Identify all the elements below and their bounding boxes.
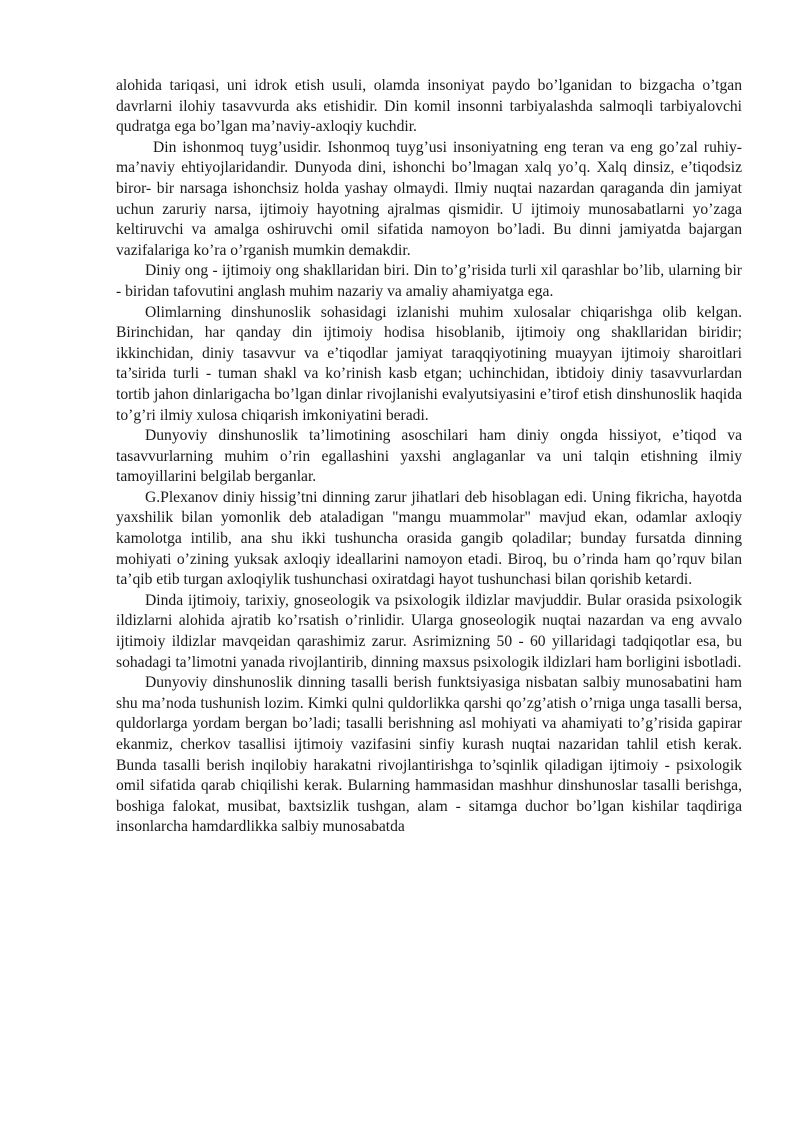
paragraph-2: Din ishonmoq tuyg’usidir. Ishonmoq tuyg’usi insoniyatning eng teran va eng go’zal ruhiy-ma’naviy ehtiyojlaridandir. Dunyoda dini, ishonchi bo’lmagan xalq yo’q. Xalq dinsiz, e’tiqodsiz biror- bir narsaga ishonchsiz holda yashay olmaydi. Ilmiy nuqtai nazardan qaraganda din jamiyat uchun zaruriy narsa, ijtimoiy hayotning ajralmas qismidir. U ijtimoiy munosabatlarni yo’zaga keltiruvchi va amalga oshiruvchi omil sifatida namoyon bo’ladi. Bu dinni jamiyatda bajargan vazifalariga ko’ra o’rganish mumkin demakdir. xyxy=(116,138,742,259)
paragraph-1: alohida tariqasi, uni idrok etish usuli, olamda insoniyat paydo bo’lganidan to bizgacha o’tgan davrlarni ilohiy tasavvurda aks etishidir. Din komil insonni tarbiyalashda salmoqli tarbiyalovchi qudratga ega bo’lgan ma’naviy-axloqiy kuchdir. xyxy=(116,77,742,136)
paragraph-6: G.Plexanov diniy hissig’tni dinning zarur jihatlari deb hisoblagan edi. Uning fikricha, hayotda yaxshilik bilan yomonlik deb ataladigan "mangu muammolar" mavjud ekan, odamlar axloqiy kamolotga intilib, ana shu ikki tushuncha orasida gangib qoladilar; bunday fursatda dinning mohiyati o’zining yuksak axloqiy ideallarini namoyon etadi. Biroq, bu o’rinda ham qo’rquv bilan ta’qib etib turgan axloqiylik tushunchasi oxiratdagi hayot tushunchasi bilan qorishib ketardi. xyxy=(116,488,742,589)
paragraph-5: Dunyoviy dinshunoslik ta’limotining asoschilari ham diniy ongda hissiyot, e’tiqod va tasavvurlarning muhim o’rin egallashini yaxshi anglaganlar va uni talqin etishning ilmiy tamoyillarini belgilab berganlar. xyxy=(116,427,742,486)
paragraph-7: Dinda ijtimoiy, tarixiy, gnoseologik va psixologik ildizlar mavjuddir. Bular orasida psixologik ildizlarni alohida ajratib ko’rsatish o’rinlidir. Ularga gnoseologik nuqtai nazardan va eng avvalo ijtimoiy ildizlar mavqeidan qarashimiz zarur. Asrimizning 50 - 60 yillaridagi tadqiqotlar esa, bu sohadagi ta’limotni yanada rivojlantirib, dinning maxsus psixologik ildizlari ham borligini isbotladi. xyxy=(116,591,742,671)
paragraph-4: Olimlarning dinshunoslik sohasidagi izlanishi muhim xulosalar chiqarishga olib kelgan. Birinchidan, har qanday din ijtimoiy hodisa hisoblanib, ijtimoiy ong shakllaridan biridir; ikkinchidan, diniy tasavvur va e’tiqodlar jamiyat taraqqiyotining muayyan ijtimoiy sharoitlari ta’sirida turli - tuman shakl va ko’rinish kasb etgan; uchinchidan, ibtidoiy diniy tasavvurlardan tortib jahon dinlarigacha bo’lgan dinlar rivojlanishi evalyutsiyasini e’tirof etish dinshunoslik haqida to’g’ri ilmiy xulosa chiqarish imkoniyatini beradi. xyxy=(116,303,742,424)
paragraph-8: Dunyoviy dinshunoslik dinning tasalli berish funktsiyasiga nisbatan salbiy munosabatini ham shu ma’noda tushunish lozim. Kimki qulni quldorlikka qarshi qo’zg’atish o’rniga unga tasalli bersa, quldorlarga yordam bergan bo’ladi; tasalli berishning asl mohiyati va ahamiyati to’g’risida gapirar ekanmiz, cherkov tasallisi ijtimoiy vazifasini sinfiy kurash nuqtai nazaridan tahlil etish kerak. Bunda tasalli berish inqilobiy harakatni rivojlantirishga to’sqinlik qiladigan ijtimoiy - psixologik omil sifatida qarab chiqilishi kerak. Bularning hammasidan mashhur dinshunoslar tasalli berishga, boshiga falokat, musibat, baxtsizlik tushgan, alam - sitamga duchor bo’lgan kishilar taqdiriga insonlarcha hamdardlikka salbiy munosabatda xyxy=(116,674,742,836)
paragraph-3: Diniy ong - ijtimoiy ong shakllaridan biri. Din to’g’risida turli xil qarashlar bo’lib, ularning bir - biridan tafovutini anglash muhim nazariy va amaliy ahamiyatga ega. xyxy=(116,262,742,300)
document-page xyxy=(116,76,742,838)
